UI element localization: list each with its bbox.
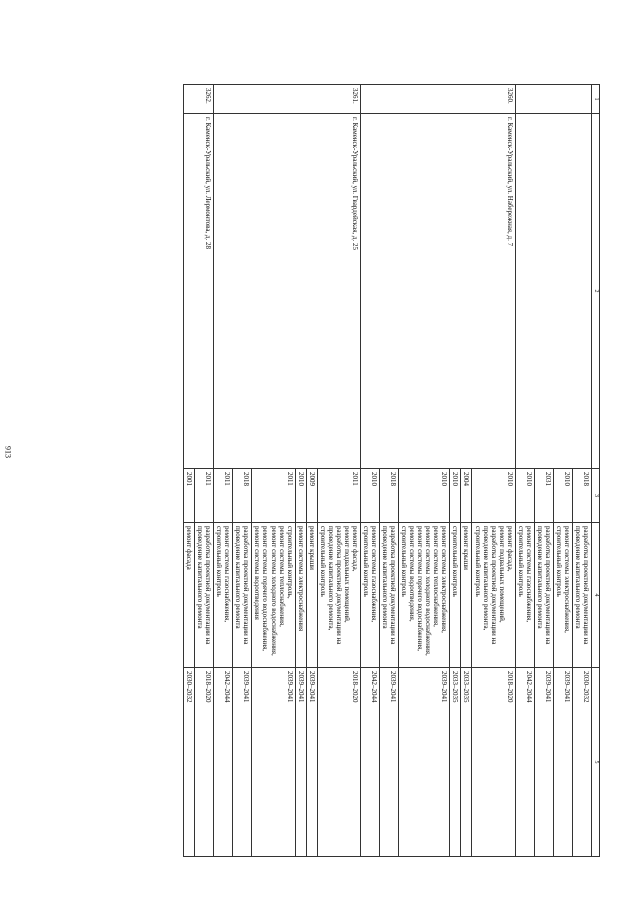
work-item: строительный контроль [473,526,482,597]
repair-year: 2010 [472,469,515,523]
work-item: разработка проектной документации на [389,526,398,645]
repair-year: 2010 [295,469,306,523]
capital-repair-table [183,84,600,857]
work-item: ремонт фасада, [350,526,359,572]
works-list [214,523,233,668]
works-list [450,523,461,668]
repair-year: 2001 [184,469,195,523]
planned-period: 2018–2020 [317,668,360,857]
work-item: проведение капитального ремонта [574,526,583,629]
repair-year: 2018 [380,469,399,523]
works-list [233,523,252,668]
work-item: ремонт подвальных помещений, [342,526,351,623]
header-col-3: 3 [592,469,600,523]
work-item: строительный контроль [318,526,327,597]
table-row [573,85,592,857]
planned-period: 2018–2020 [195,668,214,857]
works-list [573,523,592,668]
page-number-text: 913 [3,446,13,458]
table-body [184,85,592,857]
planned-period: 2039–2041 [380,668,399,857]
work-item: разработка проектной документации на [543,526,552,645]
page-number [0,0,30,905]
header-col-5: 5 [592,668,600,857]
repair-year: 2009 [306,469,317,523]
works-list [380,523,399,668]
works-list [472,523,515,668]
work-item: проведение капитального ремонта [196,526,205,629]
repair-year: 2010 [553,469,572,523]
work-item: проведение капитального ремонта [234,526,243,629]
repair-year: 2011 [195,469,214,523]
repair-year: 2010 [399,469,450,523]
planned-period: 2033–2035 [461,668,472,857]
work-item: строительный контроль [451,526,460,597]
repair-year: 2011 [214,469,233,523]
work-item: строительный контроль [215,526,224,597]
works-list [534,523,553,668]
planned-period: 2030–2032 [573,668,592,857]
work-item: ремонт системы водоотведения [253,526,262,620]
works-list [461,523,472,668]
work-item: разработка проектной документации на [582,526,591,645]
work-item: строительный контроль [400,526,409,597]
works-list [306,523,317,668]
object-number: 3262. [184,85,214,114]
work-item: ремонт системы теплоснабжения, [277,526,286,627]
repair-year: 2010 [450,469,461,523]
planned-period: 2039–2041 [252,668,295,857]
work-item: ремонт системы электроснабжения, [563,526,572,633]
work-item: ремонт системы горячего водоснабжения, [261,526,270,652]
work-item: ремонт системы газоснабжения, [223,526,232,623]
object-number: 3260. [360,85,515,114]
works-list [515,523,534,668]
header-col-2: 2 [592,114,600,469]
planned-period: 2039–2041 [534,668,553,857]
repair-year: 2010 [360,469,379,523]
table-row [317,85,360,857]
work-item: строительный контроль, [285,526,294,599]
object-number [515,85,591,114]
planned-period: 2039–2041 [306,668,317,857]
planned-period: 2042–2044 [515,668,534,857]
object-address: г. Каменск-Уральский, ул. Набережная, д. 7 [360,114,515,469]
works-list [360,523,379,668]
work-item: проведение капитального ремонта [381,526,390,629]
planned-period: 2018–2020 [472,668,515,857]
work-item: ремонт системы горячего водоснабжения, [416,526,425,652]
header-col-4: 4 [592,523,600,668]
header-col-1: 1 [592,85,600,114]
works-list [295,523,306,668]
works-list [195,523,214,668]
repair-year: 2018 [573,469,592,523]
work-item: строительный контроль [554,526,563,597]
object-address: г. Каменск-Уральский, ул. Гвардейская, д. 25 [214,114,361,469]
planned-period: 2042–2044 [214,668,233,857]
work-item: разработка проектной документации на [489,526,498,645]
work-item: ремонт крыши [307,526,316,570]
works-list [553,523,572,668]
table-row [472,85,515,857]
repair-year: 2011 [317,469,360,523]
work-item: разработка проектной документации на [334,526,343,645]
repair-year: 2004 [461,469,472,523]
work-item: строительный контроль [516,526,525,597]
work-item: строительный контроль [361,526,370,597]
works-list [252,523,295,668]
works-list [317,523,360,668]
work-item: ремонт фасада [185,526,194,570]
work-item: ремонт системы теплоснабжения, [432,526,441,627]
repair-year: 2010 [515,469,534,523]
planned-period: 2039–2041 [233,668,252,857]
object-address [515,114,591,469]
planned-period: 2039–2041 [553,668,572,857]
work-item: разработка проектной документации на [242,526,251,645]
work-item: ремонт системы холодного водоснабжения, [424,526,433,656]
works-list [399,523,450,668]
object-address: г. Каменск-Уральский, ул. Лермонтова, д. 28 [184,114,214,469]
work-item: проведение капитального ремонта, [481,526,490,631]
work-item: ремонт системы газоснабжения, [524,526,533,623]
planned-period: 2033–2035 [450,668,461,857]
planned-period: 2042–2044 [360,668,379,857]
repair-year: 2031 [534,469,553,523]
planned-period: 2039–2041 [295,668,306,857]
work-item: разработка проектной документации на [204,526,213,645]
work-item: ремонт системы газоснабжения, [370,526,379,623]
work-item: ремонт подвальных помещений, [497,526,506,623]
work-item: ремонт крыши [462,526,471,570]
works-list [184,523,195,668]
work-item: ремонт системы холодного водоснабжения, [269,526,278,656]
work-item: проведение капитального ремонта [535,526,544,629]
object-number: 3261. [214,85,361,114]
repair-year: 2011 [252,469,295,523]
header-row [592,85,600,857]
table-row [195,85,214,857]
repair-year: 2018 [233,469,252,523]
rotated-table-container [80,84,600,856]
work-item: ремонт системы электроснабжения [296,526,305,632]
planned-period: 2030–2032 [184,668,195,857]
work-item: ремонт системы электроснабжения, [440,526,449,633]
work-item: ремонт фасада, [505,526,514,572]
work-item: ремонт системы водоотведения, [408,526,417,622]
planned-period: 2039–2041 [399,668,450,857]
work-item: проведение капитального ремонта, [326,526,335,631]
